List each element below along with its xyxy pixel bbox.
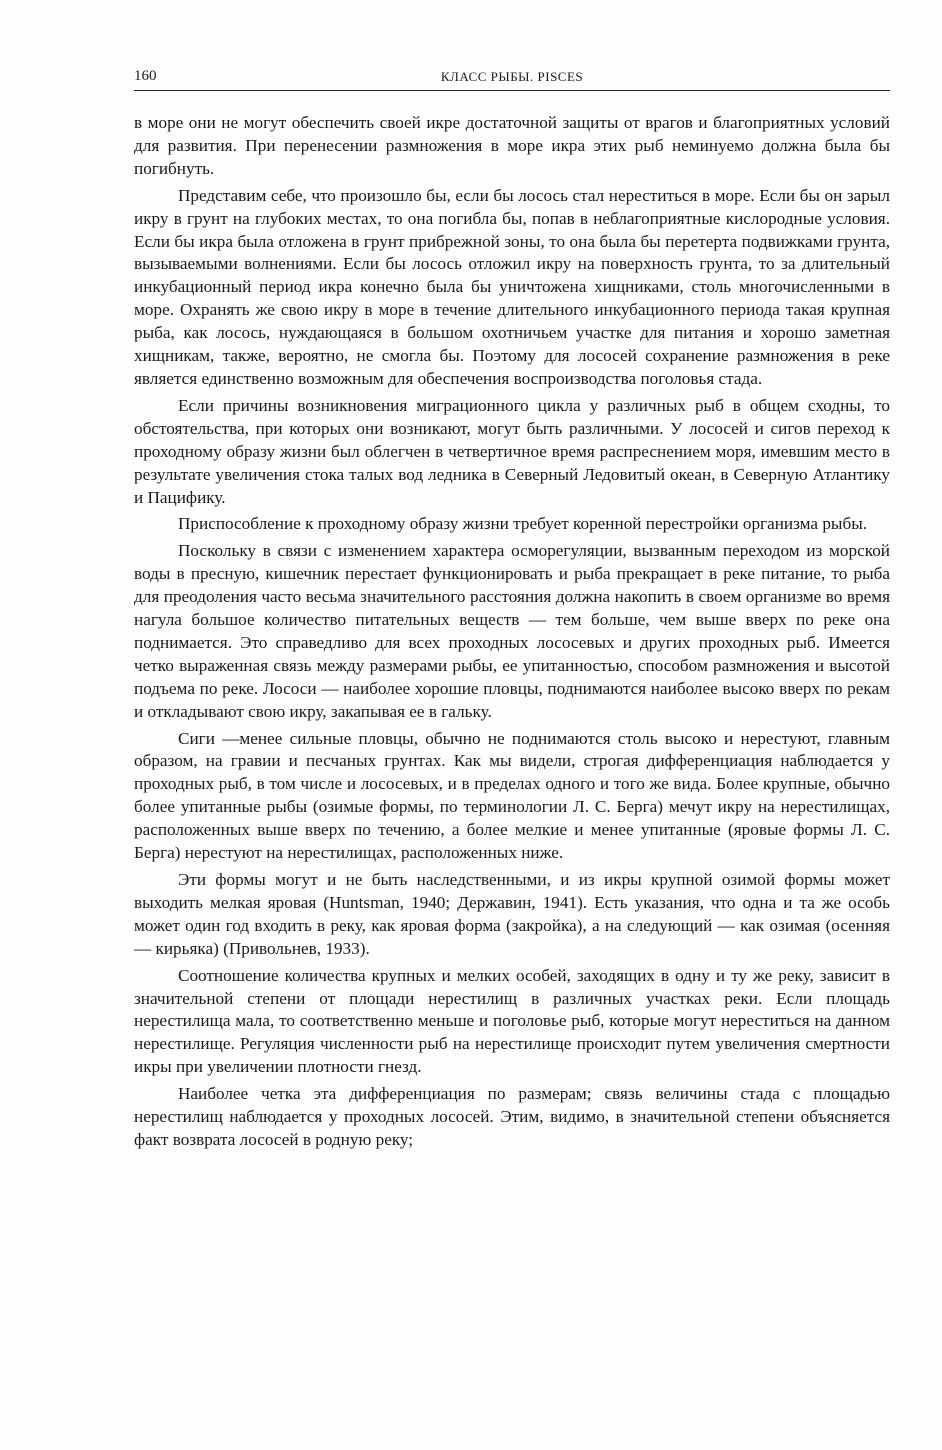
paragraph: Сиги —менее сильные пловцы, обычно не поднимаются столь высоко и нерестуют, главным образом, на гравии и песчаных грунтах. Как мы видели, строгая дифференциация наблюдается у проходных рыб, в том числе и лососевых, и в пределах одного и того же вида. Более крупные, обычно более упитанные рыбы (озимые формы, по терминологии Л. С. Берга) мечут икру на нерестилищах, расположенных выше вверх по течению, а более мелкие и менее упитанные (яровые формы Л. С. Берга) нерестуют на нерестилищах, расположенных ниже. [134,728,890,863]
paragraph: в море они не могут обеспечить своей икре достаточной защиты от врагов и благоприятных условий для развития. При перенесении размножения в море икра этих рыб неминуемо должна была бы погибнуть. [134,113,890,178]
paragraph: Наиболее четка эта дифференциация по размерам; связь величины стада с площадью нерестилищ наблюдается у проходных лососей. Этим, видимо, в значительной степени объясняется факт возврата лососей в родную реку; [134,1084,890,1149]
paragraph: Эти формы могут и не быть наследственными, и из икры крупной озимой формы может выходить мелкая яровая (Huntsman, 1940; Державин, 1941). Есть указания, что одна и та же особь может один год входить в реку, как яровая форма (закройка), а на следующий — как озимая (осенняя — кирьяка) (Привольнев, 1933). [134,870,890,958]
page-number: 160 [134,68,157,84]
page-header [134,66,890,91]
body-text [134,112,890,1156]
paragraph: Соотношение количества крупных и мелких особей, заходящих в одну и ту же реку, зависит в значительной степени от площади нерестилищ в различных участках реки. Если площадь нерестилища мала, то соответственно меньше и поголовье рыб, которые могут нереститься на данном нерестилище. Регуляция численности рыб на нерестилище происходит путем увеличения смертности икры при увеличении плотности гнезд. [134,965,890,1077]
running-head: КЛАСС РЫБЫ. PISCES [440,69,584,84]
paragraph: Представим себе, что произошло бы, если бы лосось стал нереститься в море. Если бы он зарыл икру в грунт на глубоких местах, то она погибла бы, попав в неблагоприятные кислородные условия. Если бы икра была отложена в грунт прибрежной зоны, то она была бы перетерта подвижками грунта, вызываемыми волнениями. Если бы лосось отложил икру на поверхность грунта, то за длительный инкубационный период икра конечно была бы уничтожена хищниками, столь многочисленными в море. Охранять же свою икру в море в течение длительного инкубационного периода такая крупная рыба, как лосось, нуждающаяся в большом охотничьем участке для питания и хорошо заметная хищникам, также, вероятно, не смогла бы. Поэтому для лососей сохранение размножения в реке является единственно возможным для обеспечения воспроизводства поголовья стада. [134,185,890,388]
paragraph: Поскольку в связи с изменением характера осморегуляции, вызванным переходом из морской воды в пресную, кишечник перестает функционировать и рыба прекращает в реке питание, то рыба для преодоления часто весьма значительного расстояния должна накопить в своем организме во время нагула большое количество питательных веществ — тем больше, чем выше вверх по реке она поднимается. Это справедливо для всех проходных лососевых и других проходных рыб. Имеется четко выраженная связь между размерами рыбы, ее упитанностью, способом размножения и высотой подъема по реке. Лососи — наиболее хорошие пловцы, поднимаются наиболее высоко вверх по рекам и откладывают свою икру, закапывая ее в гальку. [134,541,890,721]
paragraph: Приспособление к проходному образу жизни требует коренной перестройки организма рыбы. [178,514,868,534]
paragraph: Если причины возникновения миграционного цикла у различных рыб в общем сходны, то обстоятельства, при которых они возникают, могут быть различными. У лососей и сигов переход к проходному образу жизни был облегчен в четвертичное время распреснением моря, имевшим место в результате увеличения стока талых вод ледника в Северный Ледовитый океан, в Северную Атлантику и Пацифику. [134,395,890,507]
